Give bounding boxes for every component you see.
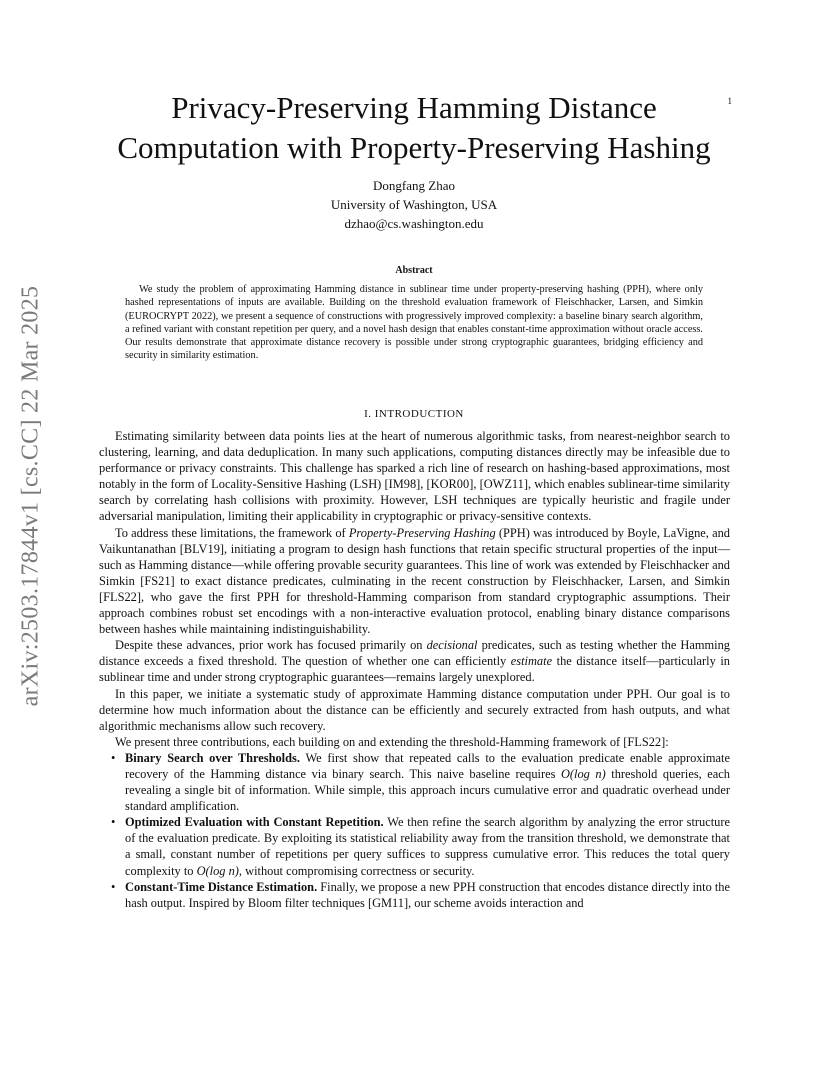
paragraph-2-emphasis: Property-Preserving Hashing — [348, 525, 496, 540]
section-heading-introduction: I. INTRODUCTION — [364, 408, 464, 420]
arxiv-identifier: arXiv:2503.17844v1 [cs.CC] 22 Mar 2025 — [17, 285, 44, 706]
contribution-text-a: Finally, we propose a new PPH construction that encodes distance directly into the hash output. Inspired by Bloom filter techniques [GM11], our scheme avoids interaction and — [125, 879, 730, 910]
abstract-heading: Abstract — [395, 265, 433, 276]
paragraph-3-text-b: predicates, such as testing whether the Hamming distance exceeds a fixed threshold. The question of whether one can efficiently — [99, 638, 730, 669]
contribution-math: O(log n) — [560, 766, 606, 781]
contribution-title: Binary Search over Thresholds. — [125, 750, 300, 765]
contribution-title: Constant-Time Distance Estimation. — [125, 879, 318, 894]
paragraph-3-text-c: the distance itself—particularly in sublinear time and under strong cryptographic guarantees—remains largely unexplored. — [99, 654, 730, 685]
paragraph-3-emphasis-2: estimate — [510, 654, 553, 669]
page-number: 1 — [727, 96, 732, 106]
paragraph-5: We present three contributions, each building on and extending the threshold-Hamming framework of [FLS22]: — [115, 734, 669, 749]
introduction-body — [99, 428, 730, 911]
author-name: Dongfang Zhao — [373, 178, 455, 193]
author-block — [60, 176, 768, 233]
title-line-2: Computation with Property-Preserving Hashing — [117, 130, 711, 165]
paragraph-2-text-a: To address these limitations, the framework of — [115, 525, 349, 540]
arxiv-sidebar — [16, 258, 46, 733]
contribution-text-b: , without compromising correctness or security. — [238, 863, 475, 878]
paragraph-1: Estimating similarity between data points lies at the heart of numerous algorithmic tasks, from nearest-neighbor search to clustering, learning, and data deduplication. In many such applications, computing distances directly may be infeasible due to performance or privacy constraints. This challenge has sparked a rich line of research on hashing-based approximations, most notably in the form of Locality-Sensitive Hashing (LSH) [IM98], [KOR00], [OWZ11], which enables sublinear-time similarity search by correlating hash collisions with proximity. However, LSH techniques are typically heuristic and fragile under adversarial manipulation, limiting their applicability in cryptographic or privacy-sensitive contexts. — [99, 429, 730, 524]
paragraph-2 — [99, 525, 730, 638]
author-email: dzhao@cs.washington.edu — [344, 216, 484, 231]
contribution-text-b: threshold queries, each revealing a single bit of information. While simple, this approach incurs cumulative error and quadratic overhead under standard amplification. — [125, 766, 731, 814]
paragraph-3 — [99, 637, 730, 685]
paper-title — [60, 88, 768, 168]
abstract-text: We study the problem of approximating Hamming distance in sublinear time under property-preserving hashing (PPH), where only hashed representations of inputs are available. Building on the threshold evaluation framework of Fleischhacker, Larsen, and Simkin (EUROCRYPT 2022), we present a sequence of constructions with progressively improved complexity: a baseline binary search algorithm, a refined variant with constant repetition per query, and a novel hash design that enables constant-time approximation without oracle access. Our results demonstrate that approximate distance recovery is possible under strong cryptographic guarantees, bridging efficiency and security in similarity estimation. — [125, 284, 703, 362]
contribution-math: O(log n) — [196, 863, 239, 878]
contribution-text-a: We then refine the search algorithm by analyzing the error structure of the evaluation predicate. By exploiting its statistical reliability away from the transition threshold, we demonstrate that a small, constant number of repetitions per query suffices to suppress cumulative error. This reduces the total query complexity to — [125, 815, 730, 878]
title-line-1: Privacy-Preserving Hamming Distance — [171, 90, 657, 125]
contributions-list — [99, 750, 730, 911]
contribution-text-a: We first show that repeated calls to the evaluation predicate enable approximate recovery of the Hamming distance via binary search. This naive baseline requires — [125, 750, 730, 781]
author-affiliation: University of Washington, USA — [330, 197, 498, 212]
paragraph-3-text-a: Despite these advances, prior work has focused primarily on — [115, 638, 427, 653]
paragraph-2-text-b: (PPH) was introduced by Boyle, LaVigne, and Vaikuntanathan [BLV19], initiating a program to design hash functions that retain specific structural properties of the input—such as Hamming distance—while offering provable security guarantees. This line of work was extended by Fleischhacker and Simkin [FS21] to exact distance predicates, culminating in the recent construction by Fleischhacker, Larsen, and Simkin [FLS22], who gave the first PPH for threshold-Hamming comparison from standard cryptographic assumptions. Their approach combines robust set encodings with a non-interactive evaluation protocol, enabling binary distance comparisons between hashes while maintaining indistinguishability. — [99, 525, 730, 637]
contribution-item — [125, 879, 730, 911]
paragraph-4: In this paper, we initiate a systematic study of approximate Hamming distance computation under PPH. Our goal is to determine how much information about the distance can be efficiently and securely extracted from hash outputs, and what algorithmic mechanisms allow such recovery. — [99, 686, 730, 733]
contribution-item — [125, 814, 730, 878]
contribution-item — [125, 750, 730, 814]
contribution-title: Optimized Evaluation with Constant Repetition. — [125, 815, 384, 830]
paragraph-3-emphasis-1: decisional — [426, 638, 478, 653]
